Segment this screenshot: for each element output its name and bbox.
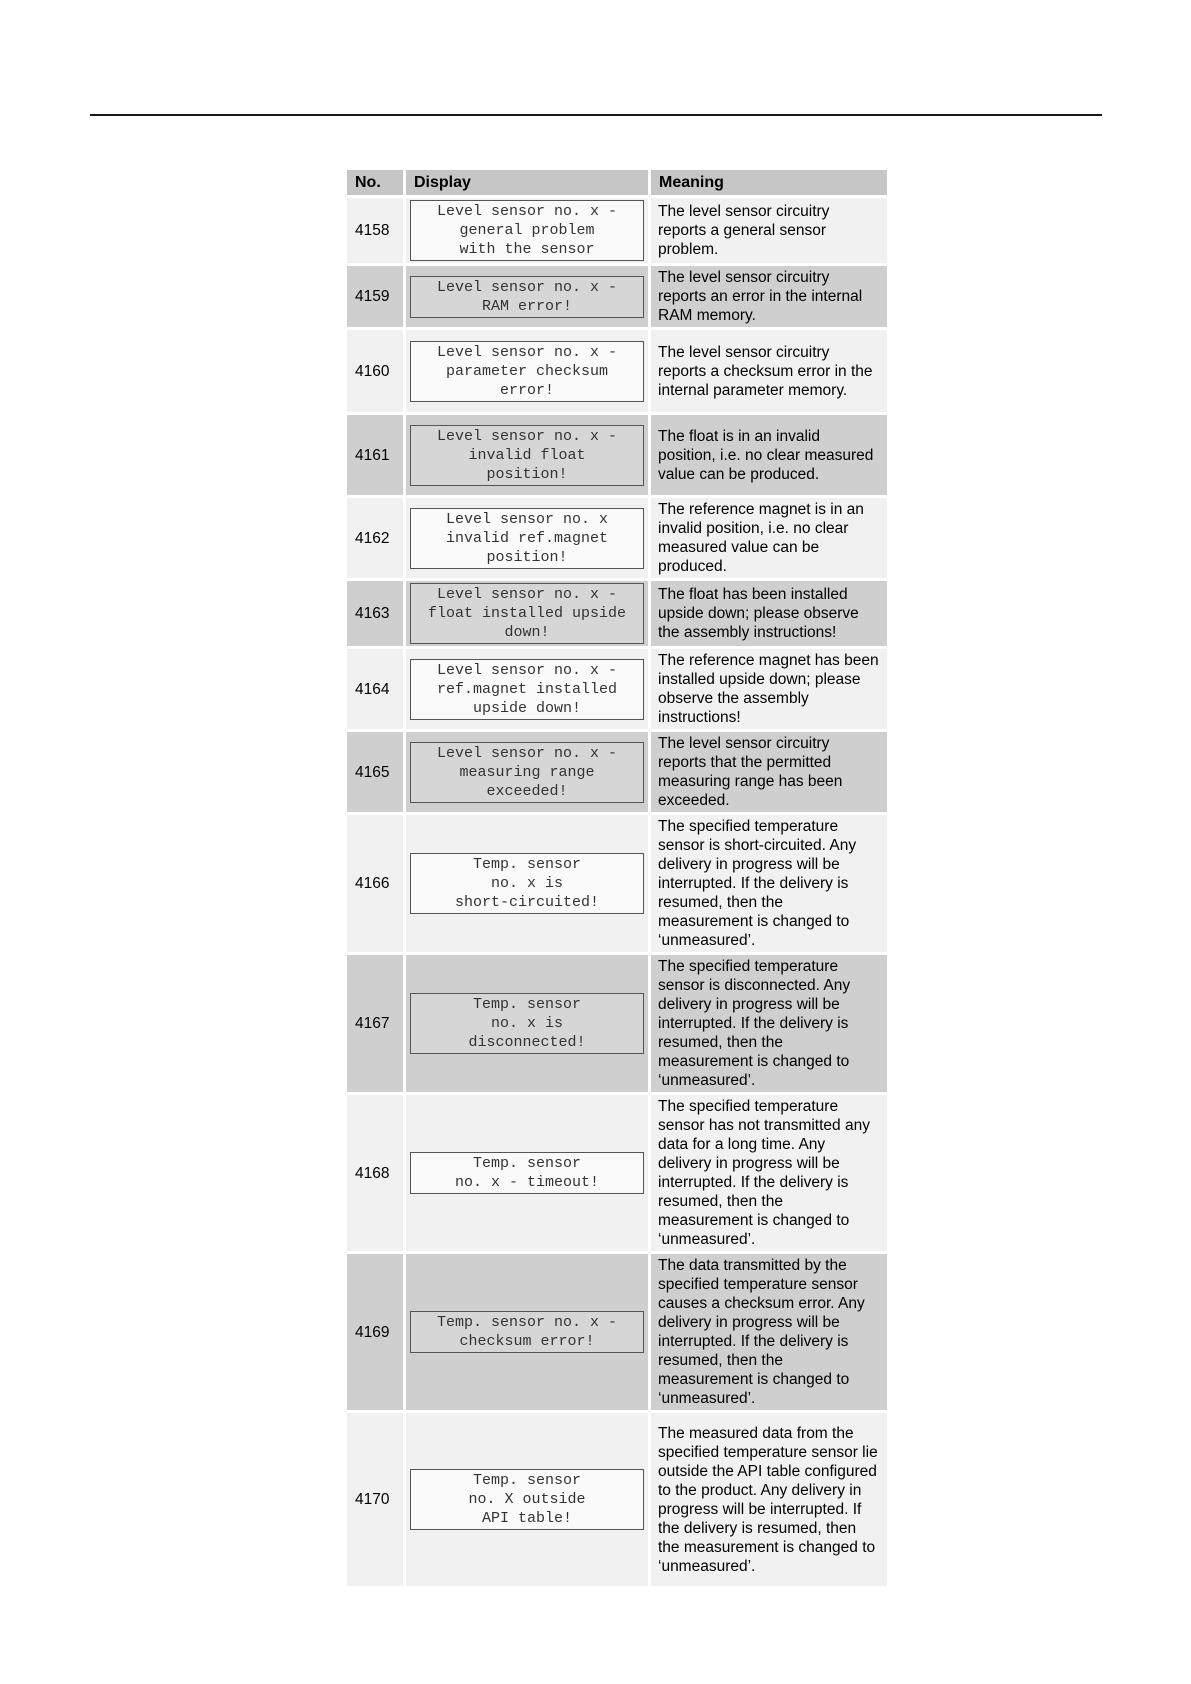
display-message: Temp. sensor no. x is disconnected! <box>410 993 644 1054</box>
error-number: 4166 <box>347 815 403 952</box>
error-meaning: The level sensor circuitry reports a checksum error in the internal parameter memory. <box>651 330 887 412</box>
error-number: 4159 <box>347 266 403 327</box>
display-message: Level sensor no. x - measuring range exceeded! <box>410 742 644 803</box>
display-message: Level sensor no. x - RAM error! <box>410 276 644 318</box>
table-row <box>347 955 887 1092</box>
error-number: 4161 <box>347 415 403 495</box>
error-meaning: The level sensor circuitry reports that the permitted measuring range has been exceeded. <box>651 732 887 812</box>
error-meaning: The measured data from the specified temperature sensor lie outside the API table configured to the product. Any delivery in progress will be interrupted. If the delivery is resumed, then the measurement is changed to ‘unmeasured’. <box>651 1413 887 1586</box>
table-row <box>347 1413 887 1586</box>
error-number: 4164 <box>347 649 403 729</box>
display-message: Temp. sensor no. X outside API table! <box>410 1469 644 1530</box>
error-meaning: The reference magnet is in an invalid position, i.e. no clear measured value can be produced. <box>651 498 887 578</box>
display-message: Level sensor no. x - ref.magnet installed upside down! <box>410 659 644 720</box>
error-meaning: The level sensor circuitry reports an error in the internal RAM memory. <box>651 266 887 327</box>
header-no: No. <box>347 170 403 195</box>
table-row <box>347 1254 887 1410</box>
error-meaning: The specified temperature sensor is disconnected. Any delivery in progress will be interrupted. If the delivery is resumed, then the measurement is changed to ‘unmeasured’. <box>651 955 887 1092</box>
table-row <box>347 330 887 412</box>
table-header-row <box>347 170 887 195</box>
error-number: 4169 <box>347 1254 403 1410</box>
display-message: Level sensor no. x - general problem with the sensor <box>410 200 644 261</box>
error-meaning: The float has been installed upside down; please observe the assembly instructions! <box>651 581 887 646</box>
header-meaning: Meaning <box>651 170 887 195</box>
header-rule <box>90 114 1102 116</box>
error-meaning: The level sensor circuitry reports a general sensor problem. <box>651 198 887 263</box>
display-message: Temp. sensor no. x is short-circuited! <box>410 853 644 914</box>
display-message: Temp. sensor no. x - timeout! <box>410 1152 644 1194</box>
error-table <box>344 167 890 1589</box>
error-meaning: The data transmitted by the specified temperature sensor causes a checksum error. Any delivery in progress will be interrupted. If the delivery is resumed, then the measurement is changed to ‘unmeasured’. <box>651 1254 887 1410</box>
error-meaning: The specified temperature sensor has not transmitted any data for a long time. Any delivery in progress will be interrupted. If the delivery is resumed, then the measurement is changed to ‘unmeasured’. <box>651 1095 887 1251</box>
error-number: 4158 <box>347 198 403 263</box>
display-message: Level sensor no. x invalid ref.magnet position! <box>410 508 644 569</box>
error-meaning: The reference magnet has been installed upside down; please observe the assembly instructions! <box>651 649 887 729</box>
display-message: Level sensor no. x - float installed upside down! <box>410 583 644 644</box>
table-row <box>347 581 887 646</box>
error-number: 4170 <box>347 1413 403 1586</box>
display-message: Level sensor no. x - invalid float position! <box>410 425 644 486</box>
display-message: Level sensor no. x - parameter checksum error! <box>410 341 644 402</box>
error-number: 4168 <box>347 1095 403 1251</box>
error-number: 4160 <box>347 330 403 412</box>
table-row <box>347 498 887 578</box>
error-meaning: The float is in an invalid position, i.e. no clear measured value can be produced. <box>651 415 887 495</box>
error-number: 4165 <box>347 732 403 812</box>
error-number: 4163 <box>347 581 403 646</box>
table-row <box>347 732 887 812</box>
table-row <box>347 266 887 327</box>
header-display: Display <box>406 170 648 195</box>
table-row <box>347 1095 887 1251</box>
error-number: 4162 <box>347 498 403 578</box>
display-message: Temp. sensor no. x - checksum error! <box>410 1311 644 1353</box>
table-row <box>347 815 887 952</box>
table-row <box>347 415 887 495</box>
table-row <box>347 649 887 729</box>
table-row <box>347 198 887 263</box>
error-number: 4167 <box>347 955 403 1092</box>
error-meaning: The specified temperature sensor is short-circuited. Any delivery in progress will be interrupted. If the delivery is resumed, then the measurement is changed to ‘unmeasured’. <box>651 815 887 952</box>
